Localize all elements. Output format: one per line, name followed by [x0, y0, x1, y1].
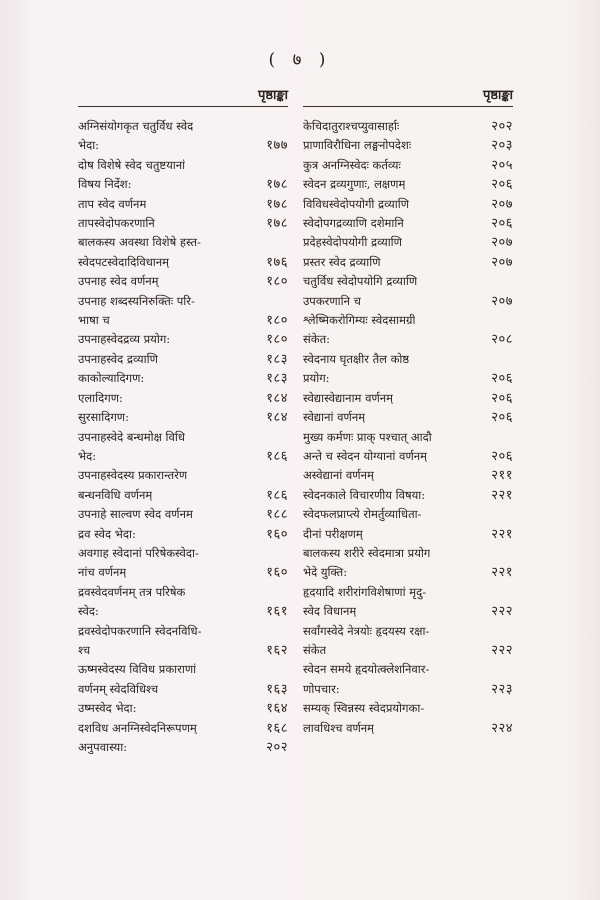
index-entry [78, 214, 288, 233]
entry-page-number: २२२ [491, 604, 513, 620]
index-entry [78, 563, 288, 582]
index-entry [78, 117, 288, 136]
entry-title: तापस्वेदोपकरणानि [78, 216, 155, 231]
entry-title: विविधस्वेदोपयोगी द्रव्याणि [303, 196, 410, 211]
entry-title: उपनाहस्वेद द्रव्याणि [78, 351, 158, 366]
index-entry [78, 583, 288, 602]
left-entries [78, 117, 288, 757]
entry-page-number: २२१ [491, 565, 513, 581]
entry-page-number: २०७ [491, 235, 513, 251]
index-entry [303, 350, 513, 369]
index-entry [78, 350, 288, 369]
entry-title: प्रस्तर स्वेद द्रव्याणि [303, 254, 381, 269]
entry-title: उष्मस्वेद भेदा: [78, 701, 137, 716]
entry-page-number: २२३ [491, 681, 513, 697]
entry-title: उपनाहस्वेदद्रव्य प्रयोग: [78, 332, 171, 347]
entry-title: स्वेदन द्रव्यगुणाः, लक्षणम् [303, 177, 406, 192]
index-entry [303, 292, 513, 311]
index-entry [78, 505, 288, 524]
entry-page-number: २०६ [491, 216, 513, 232]
entry-title: नांच वर्णनम् [78, 565, 127, 580]
index-entry [78, 175, 288, 194]
entry-title: विषय निर्देश: [78, 177, 132, 192]
page-number: ( ७ ) [268, 50, 332, 70]
index-entry [303, 117, 513, 136]
index-entry [78, 680, 288, 699]
index-entry [303, 699, 513, 718]
entry-page-number: २०८ [491, 332, 513, 348]
right-entries [303, 117, 513, 738]
entry-title: स्वेद: [78, 604, 99, 619]
index-entry [303, 660, 513, 679]
entry-title: दशविध अनग्निस्वेदनिरूपणम् [78, 720, 197, 735]
entry-page-number: १६१ [266, 604, 288, 620]
index-entry [78, 136, 288, 155]
entry-title: श्लेष्मिकरोगिम्यः स्वेदसामग्री [303, 313, 416, 328]
index-entry [78, 389, 288, 408]
index-entry [78, 428, 288, 447]
index-entry [78, 622, 288, 641]
index-entry [78, 738, 288, 757]
index-entry [78, 660, 288, 679]
index-entry [78, 466, 288, 485]
entry-page-number: १७६ [266, 254, 288, 270]
entry-title: भाषा च [78, 313, 110, 328]
index-entry [303, 214, 513, 233]
entry-title: श्च [78, 642, 91, 657]
entry-page-number: १८४ [266, 390, 288, 406]
index-entry [78, 544, 288, 563]
index-entry [78, 311, 288, 330]
index-entry [303, 408, 513, 427]
index-entry [78, 272, 288, 291]
index-entry [303, 563, 513, 582]
index-entry [303, 544, 513, 563]
entry-page-number: १८० [266, 313, 288, 329]
entry-title: प्रदेहस्वेदोपयोगी द्रव्याणि [303, 235, 402, 250]
entry-page-number: २०५ [491, 157, 513, 173]
entry-page-number: २०६ [491, 390, 513, 406]
index-entry [78, 602, 288, 621]
index-entry [78, 699, 288, 718]
index-entry [78, 719, 288, 738]
index-entry [303, 525, 513, 544]
index-entry [78, 292, 288, 311]
entry-page-number: १८० [266, 274, 288, 290]
index-entry [303, 233, 513, 252]
entry-page-number: २०२ [266, 740, 288, 755]
entry-title: उपकरणानि च [303, 293, 361, 308]
right-column-header: पृष्ठाङ्का [303, 86, 513, 107]
entry-title: दोष विशेषे स्वेद चतुष्टयानां [78, 157, 186, 172]
right-column [303, 86, 513, 738]
index-entry [78, 233, 288, 252]
entry-page-number: १८६ [266, 448, 288, 464]
index-entry [78, 330, 288, 349]
index-entry [78, 195, 288, 214]
entry-page-number: २२१ [491, 526, 513, 542]
entry-title: बालकस्य शरीरे स्वेदमात्रा प्रयोग [303, 545, 431, 560]
entry-title: संकेत: [303, 332, 331, 347]
entry-title: अस्वेद्यानां वर्णनम् [303, 468, 374, 483]
entry-title: हृदयादि शरीरांगविशेषाणां मृदु- [303, 584, 427, 599]
entry-title: स्वेदनाय घृतक्षीर तैल कोष्ठ [303, 351, 410, 366]
index-entry [78, 486, 288, 505]
left-column-header: पृष्ठाङ्का [78, 86, 288, 107]
index-entry [303, 680, 513, 699]
entry-title: ऊष्मस्वेदस्य विविध प्रकाराणां [78, 662, 197, 677]
entry-title: स्वेदोपगद्रव्याणि दशेमानि [303, 216, 404, 231]
entry-title: उपनाहे साल्वण स्वेद वर्णनम [78, 507, 193, 522]
entry-title: अग्निसंयोगकृत चतुर्विध स्वेद [78, 119, 194, 133]
index-entry [303, 428, 513, 447]
entry-title: कुत्र अनग्निस्वेदः कर्तव्यः [303, 157, 401, 172]
index-entry [303, 175, 513, 194]
entry-title: उपनाहस्वेदस्य प्रकारान्तरेण [78, 468, 188, 483]
entry-title: ताप स्वेद वर्णनम [78, 196, 147, 211]
entry-title: स्वेदफलप्राप्त्ये रोमर्तुव्याधिता- [303, 507, 422, 522]
entry-page-number: १८६ [266, 487, 288, 503]
entry-page-number: २०७ [491, 254, 513, 270]
index-entry [303, 719, 513, 738]
index-entry [78, 641, 288, 660]
index-entry [303, 253, 513, 272]
index-entry [303, 156, 513, 175]
index-entry [78, 408, 288, 427]
index-entry [78, 156, 288, 175]
entry-page-number: २०६ [491, 177, 513, 193]
entry-page-number: २०६ [491, 371, 513, 387]
entry-page-number: २०७ [491, 293, 513, 309]
entry-title: द्रवस्वेदवर्णनम् तत्र परिषेक [78, 584, 186, 599]
index-entry [303, 330, 513, 349]
entry-title: काकोल्यादिगण: [78, 371, 145, 386]
entry-page-number: २२४ [491, 720, 513, 736]
entry-title: उपनाह शब्दस्यनिरुक्तिः परि- [78, 293, 195, 308]
index-entry [78, 253, 288, 272]
entry-title: उपनाह स्वेद वर्णनम् [78, 274, 159, 289]
entry-title: स्वेद्यास्वेद्यानाम वर्णनम् [303, 390, 394, 405]
entry-page-number: १७७ [266, 138, 288, 154]
entry-page-number: १७८ [266, 177, 288, 193]
entry-title: बन्धनविधि वर्णनम् [78, 487, 153, 502]
entry-title: प्रयोग: [303, 371, 330, 386]
entry-title: स्वेद्यानां वर्णनम् [303, 410, 366, 425]
index-entry [303, 272, 513, 291]
index-entry [78, 447, 288, 466]
entry-page-number: १७८ [266, 196, 288, 212]
entry-title: लावधिश्च वर्णनम् [303, 720, 375, 735]
entry-page-number: १६० [266, 565, 288, 581]
index-entry [303, 602, 513, 621]
entry-title: स्वेद विधानम् [303, 604, 357, 619]
index-entry [303, 641, 513, 660]
entry-title: द्रव स्वेद भेदा: [78, 526, 136, 541]
entry-title: एलादिगण: [78, 390, 123, 405]
entry-page-number: २२१ [491, 487, 513, 503]
entry-title: प्राणाविरौधिना लङ्घनोपदेशः [303, 138, 412, 153]
entry-page-number: २२२ [491, 642, 513, 658]
entry-title: स्वेदन समये हृदयोत्क्लेशनिवार- [303, 662, 430, 677]
entry-title: वर्णनम् स्वेदविधिश्च [78, 681, 159, 696]
entry-page-number: १६२ [266, 642, 288, 658]
entry-page-number: १८८ [266, 507, 288, 523]
entry-title: सम्यक् स्विन्नस्य स्वेदप्रयोगका- [303, 701, 425, 716]
index-entry [303, 622, 513, 641]
index-entry [303, 486, 513, 505]
entry-title: अनुपवास्या: [78, 740, 128, 754]
entry-title: स्वेदनकाले विचारणीय विषया: [303, 487, 426, 502]
entry-title: मुख्य कर्मणः प्राक् पश्चात् आदौ [303, 429, 432, 444]
entry-page-number: १८४ [266, 410, 288, 426]
entry-page-number: २०६ [491, 410, 513, 426]
entry-title: अवगाह स्वेदानां परिषेकस्वेदा- [78, 545, 199, 560]
index-entry [303, 583, 513, 602]
entry-title: बालकस्य अवस्था विशेषे हस्त- [78, 235, 201, 250]
entry-page-number: १८३ [266, 371, 288, 387]
index-entry [78, 369, 288, 388]
entry-page-number: १८० [266, 332, 288, 348]
index-entry [303, 369, 513, 388]
entry-title: स्वेदपटस्वेदादिविधानम् [78, 254, 170, 269]
index-entry [303, 447, 513, 466]
entry-page-number: १६३ [266, 681, 288, 697]
index-entry [78, 525, 288, 544]
entry-page-number: १६० [266, 526, 288, 542]
entry-title: द्रवस्वेदोपकरणानि स्वेदनविधि- [78, 623, 202, 638]
index-entry [303, 136, 513, 155]
entry-page-number: १६४ [266, 701, 288, 717]
entry-page-number: १८३ [266, 351, 288, 367]
index-entry [303, 311, 513, 330]
entry-title: उपनाहस्वेदे बन्धमोक्ष विधि [78, 429, 185, 444]
left-column [78, 86, 288, 757]
entry-title: भेदे युक्ति: [303, 565, 348, 580]
entry-title: सुरसादिगण: [78, 410, 129, 425]
entry-title: सर्वांगस्वेदे नेत्रयोः हृदयस्य रक्षा- [303, 623, 430, 638]
entry-title: भेद: [78, 448, 97, 463]
entry-title: भेदा: [78, 138, 100, 153]
index-entry [303, 466, 513, 485]
entry-title: संकेत [303, 642, 327, 657]
entry-title: केचिदातुराश्चप्युवासार्हाः [303, 119, 400, 133]
entry-title: दीनां परीक्षणम् [303, 526, 363, 541]
entry-page-number: २०७ [491, 196, 513, 212]
index-entry [303, 505, 513, 524]
entry-title: चतुर्विध स्वेदोपयोगि द्रव्याणि [303, 274, 418, 289]
entry-title: अन्ते च स्वेदन योग्यानां वर्णनम् [303, 448, 428, 463]
entry-page-number: १७८ [266, 216, 288, 232]
entry-page-number: २११ [491, 468, 513, 484]
index-entry [303, 195, 513, 214]
entry-page-number: २०३ [491, 138, 513, 154]
index-entry [303, 389, 513, 408]
entry-page-number: १६८ [266, 720, 288, 736]
entry-title: णोपचार: [303, 681, 340, 696]
entry-page-number: २०२ [491, 119, 513, 134]
entry-page-number: २०६ [491, 448, 513, 464]
